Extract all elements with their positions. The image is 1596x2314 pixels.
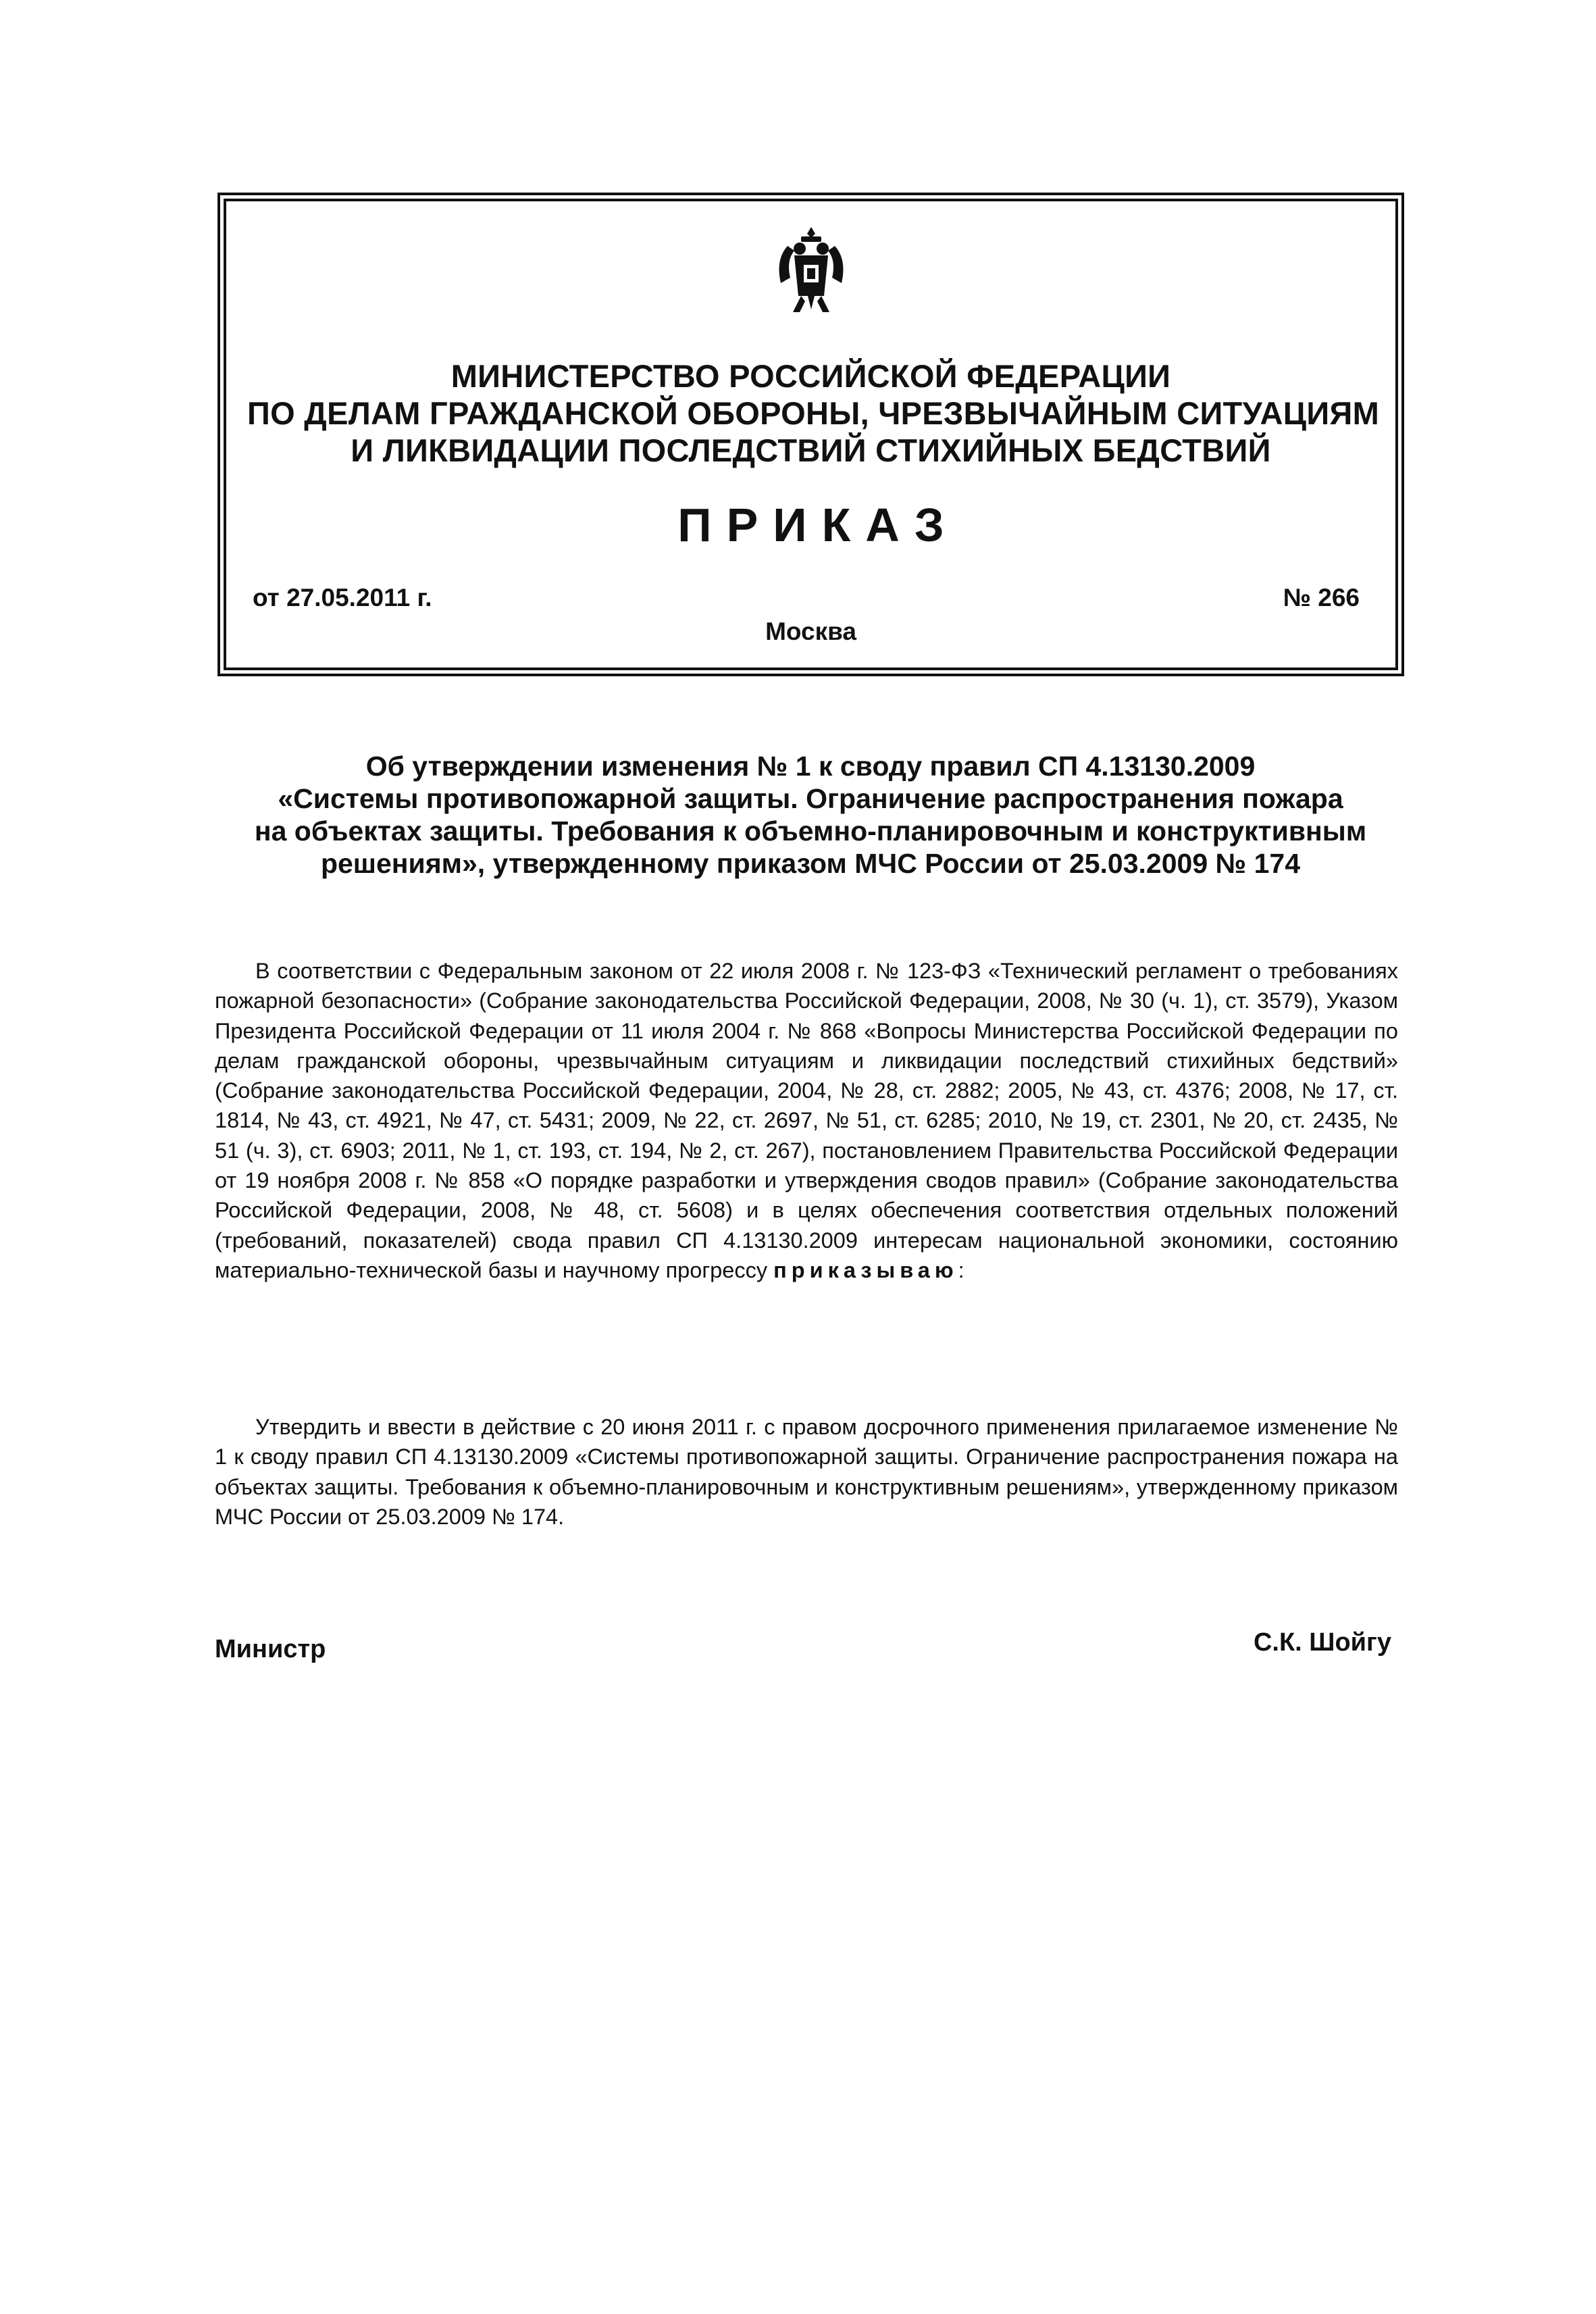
document-title	[223, 750, 1398, 880]
ministry-line: МИНИСТЕРСТВО РОССИЙСКОЙ ФЕДЕРАЦИИ	[451, 358, 1171, 394]
order-paragraph: Утвердить и ввести в действие с 20 июня 2011 г. с правом досрочного применения прилагаемое изменение № 1 к своду правил СП 4.13130.2009 «Системы противопожарной защиты. Ограничение распространения пожара на объектах защиты. Требования к объемно-планировочным и конструктивным решениям», утвержденному приказом МЧС России от 25.03.2009 № 174.	[215, 1415, 1398, 1529]
ministry-line: ПО ДЕЛАМ ГРАЖДАНСКОЙ ОБОРОНЫ, ЧРЕЗВЫЧАЙНЫМ СИТУАЦИЯМ	[247, 395, 1380, 431]
ministry-line: И ЛИКВИДАЦИИ ПОСЛЕДСТВИЙ СТИХИЙНЫХ БЕДСТВИЙ	[351, 432, 1271, 468]
title-line: Об утверждении изменения № 1 к своду правил СП 4.13130.2009	[365, 751, 1256, 782]
order-city: Москва	[765, 618, 856, 645]
title-line: решениям», утвержденному приказом МЧС России от 25.03.2009 № 174	[320, 848, 1301, 879]
preamble-colon: :	[958, 1257, 964, 1282]
signatory-role: Министр	[215, 1635, 326, 1663]
signatory-name: С.К. Шойгу	[1253, 1628, 1391, 1657]
russian-coat-of-arms-icon	[774, 226, 848, 320]
order-number: № 266	[1283, 584, 1360, 611]
header-frame	[217, 193, 1404, 676]
order-word: приказываю	[773, 1257, 958, 1282]
order-date: от 27.05.2011 г.	[253, 584, 432, 611]
title-line: на объектах защиты. Требования к объемно-планировочным и конструктивным	[254, 815, 1367, 847]
ministry-name	[247, 357, 1380, 469]
title-line: «Системы противопожарной защиты. Ограничение распространения пожара	[278, 783, 1343, 814]
preamble-text: В соответствии с Федеральным законом от 22 июля 2008 г. № 123-ФЗ «Технический регламент о требованиях пожарной безопасности» (Собрание законодательства Российской Федерации, 2008, № 30 (ч. 1), ст. 3579), Указом Президента Российской Федерации от 11 июля 2004 г. № 868 «Вопросы Министерства Российской Федерации по делам гражданской обороны, чрезвычайным ситуациям и ликвидации последствий стихийных бедствий» (Собрание законодательства Российской Федерации, 2004, № 28, ст. 2882; 2005, № 43, ст. 4376; 2008, № 17, ст. 1814, № 43, ст. 4921, № 47, ст. 5431; 2009, № 22, ст. 2697, № 51, ст. 6285; 2010, № 19, ст. 2301, № 20, ст. 2435, № 51 (ч. 3), ст. 6903; 2011, № 1, ст. 193, ст. 194, № 2, ст. 267), постановлением Правительства Российской Федерации от 19 ноября 2008 г. № 858 «О порядке разработки и утверждения сводов правил» (Собрание законодательства Российской Федерации, 2008, № 48, ст. 5608) и в целях обеспечения соответствия отдельных положений (требований, показателей) свода правил СП 4.13130.2009 интересам национальной экономики, состоянию материально-технической базы и научному прогрессу	[215, 959, 1398, 1282]
doc-type-heading: ПРИКАЗ	[677, 499, 959, 551]
preamble-paragraph	[215, 956, 1398, 1285]
